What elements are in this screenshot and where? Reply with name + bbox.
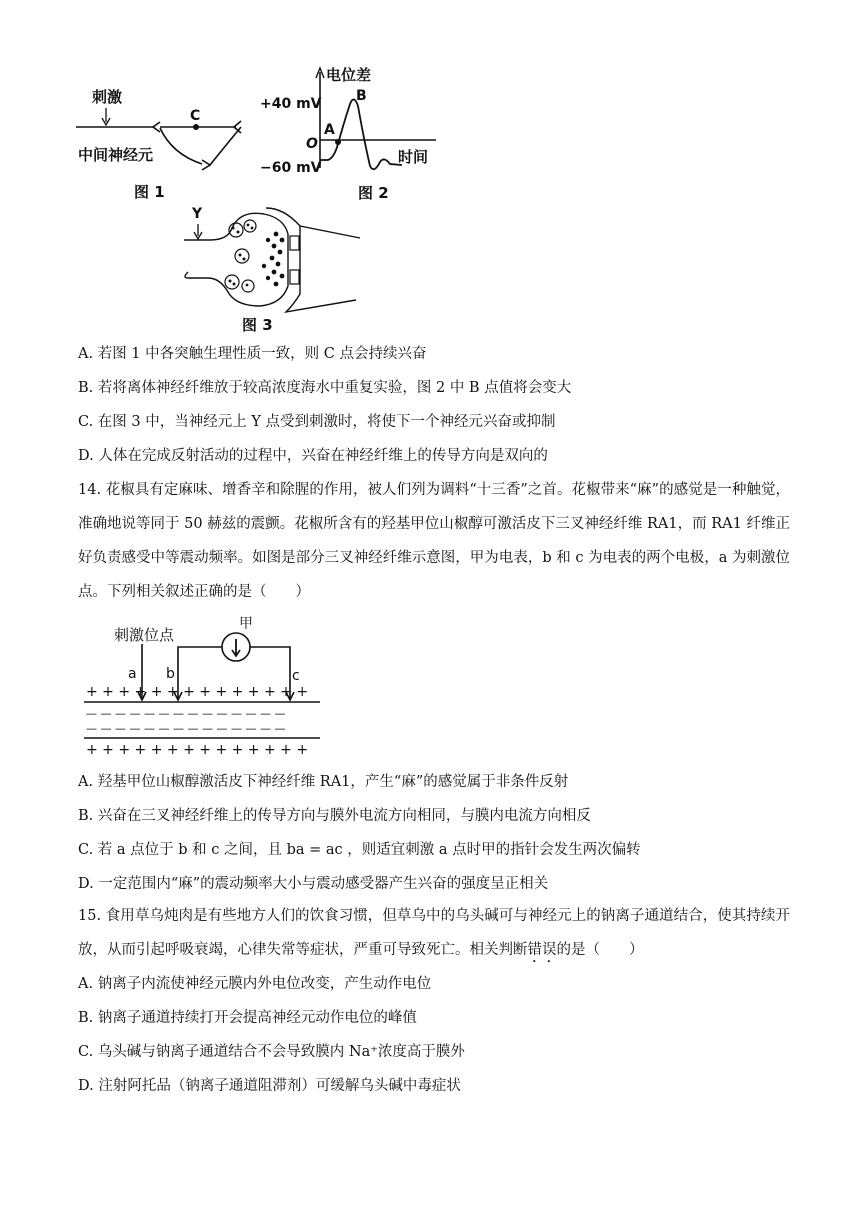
q15-stem-emphasis: 错误 [527,942,557,958]
fig2-y-low: −60 mV [260,160,322,176]
fig14-meter-label: 甲 [239,616,253,632]
q13-option-d: D. 人体在完成反射活动的过程中，兴奋在神经纤维上的传导方向是双向的 [78,448,548,464]
fig1-point-c: C [190,108,201,124]
q15-option-b: B. 钠离子通道持续打开会提高神经元动作电位的峰值 [78,1010,417,1026]
q15-option-d: D. 注射阿托品（钠离子通道阻滞剂）可缓解乌头碱中毒症状 [78,1078,461,1094]
figure-2 [254,62,444,202]
fig14-point-a: a [128,666,137,682]
figure-nerve-fiber [80,614,330,760]
fig1-neuron-label: 中间神经元 [78,146,154,164]
q14-option-d: D. 一定范围内“麻”的震动频率大小与震动感受器产生兴奋的强度呈正相关 [78,876,549,892]
fig14-point-c: c [292,668,300,684]
q14-option-b: B. 兴奋在三叉神经纤维上的传导方向与膜外电流方向相同，与膜内电流方向相反 [78,808,591,824]
fig1-stimulus-label: 刺激 [92,88,123,106]
q14-option-a: A. 羟基甲位山椒醇激活皮下神经纤维 RA1，产生“麻”的感觉属于非条件反射 [78,774,569,790]
q15-stem [78,899,790,967]
fig2-y-high: +40 mV [260,96,322,112]
figure-3 [184,204,374,334]
q15-stem-text: 15. 食用草乌炖肉是有些地方人们的饮食习惯，但草乌中的乌头碱可与神经元上的钠离子通道结合，使其持续开放，从而引起呼吸衰竭，心律失常等症状，严重可导致死亡。相关判断 [78,908,790,958]
fig2-y-axis-label: 电位差 [326,66,372,84]
q13-option-a: A. 若图 1 中各突触生理性质一致，则 C 点会持续兴奋 [78,346,427,362]
fig2-x-axis-label: 时间 [398,148,429,166]
fig3-caption: 图 3 [242,316,273,334]
fig3-point-y: Y [192,206,203,222]
q15-option-a: A. 钠离子内流使神经元膜内外电位改变，产生动作电位 [78,976,432,992]
fig14-point-b: b [166,666,175,682]
fig14-stim-label: 刺激位点 [114,626,175,644]
fig14-minus-bottom: — — — — — — — — — — — — — — [86,722,286,735]
fig14-plus-bottom: + + + + + + + + + + + + + + [86,742,309,758]
fig2-point-a: A [324,122,335,138]
q14-stem: 14. 花椒具有定麻味、增香辛和除腥的作用，被人们列为调料“十三香”之首。花椒带来“麻”的感觉是一种触觉，准确地说等同于 50 赫兹的震颤。花椒所含有的羟基甲位山椒醇可激活皮下三叉神经纤维 RA1，而 RA1 纤维正好负责感受中等震动频率。如图是部分三叉神经纤维示意图，甲为电表，b 和 c 为电表的两个电极，a 为刺激位点。下列相关叙述正确的是（ ） [78,482,790,600]
fig1-caption: 图 1 [134,183,165,201]
fig14-minus-top: — — — — — — — — — — — — — — [86,707,286,720]
figure-1 [76,80,276,202]
fig2-point-b: B [356,88,367,104]
fig2-caption: 图 2 [358,184,389,202]
q13-option-b: B. 若将离体神经纤维放于较高浓度海水中重复实验，图 2 中 B 点值将会变大 [78,380,572,396]
q13-option-c: C. 在图 3 中，当神经元上 Y 点受到刺激时，将使下一个神经元兴奋或抑制 [78,414,556,430]
fig2-origin: O [306,136,318,152]
q15-option-c: C. 乌头碱与钠离子通道结合不会导致膜内 Na⁺浓度高于膜外 [78,1044,465,1060]
q14-option-c: C. 若 a 点位于 b 和 c 之间，且 ba = ac ，则适宜刺激 a 点时甲的指针会发生两次偏转 [78,842,641,858]
fig14-plus-top: + + + + + + + + + + + + + + [86,684,309,700]
q15-stem-end: 的是（ ） [556,942,644,958]
